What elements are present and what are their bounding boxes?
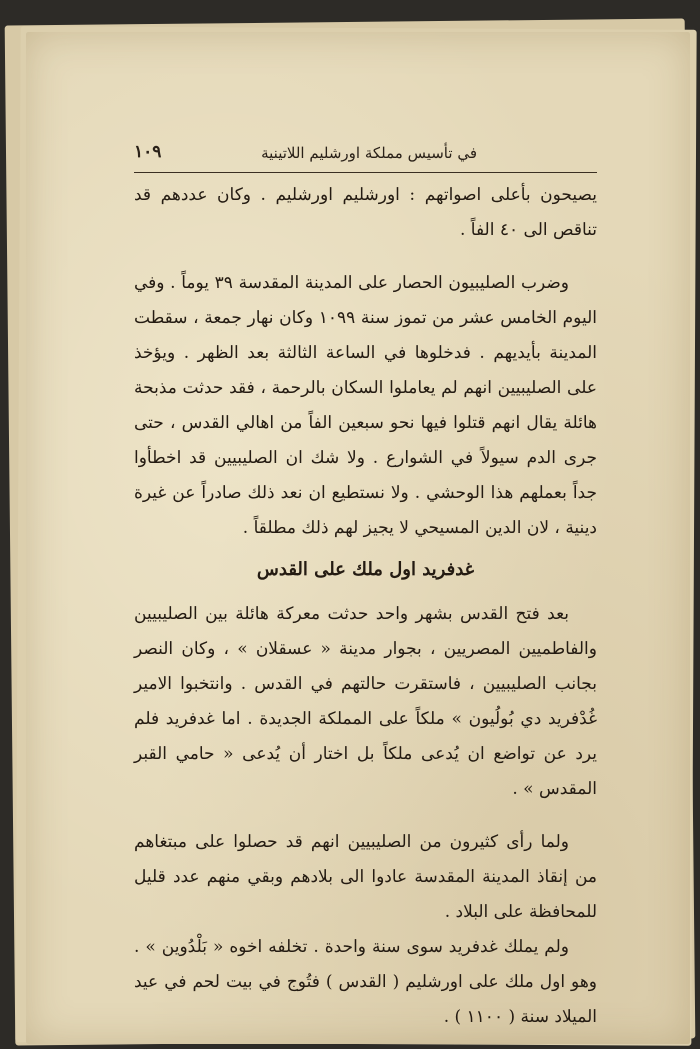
paragraph-5: ولم يملك غدفريد سوى سنة واحدة . تخلفه اخوه « بَلْدُوين » . وهو اول ملك على اورشليم ( القدس ) فتُوج في بيت لحم في عيد الميلاد سنة ( ١١٠٠ ) .	[134, 937, 597, 1027]
paragraph-4: ولما رأى كثيرون من الصليبيين انهم قد حصلوا على مبتغاهم من إنقاذ المدينة المقدسة عادوا الى بلادهم وبقي منهم عدد قليل للمحافظة على البلاد .	[134, 832, 597, 922]
running-title: في تأسيس مملكة اورشليم اللاتينية	[261, 144, 477, 162]
page-number: ١٠٩	[134, 142, 162, 162]
paragraph-1: يصيحون بأعلى اصواتهم : اورشليم اورشليم . وكان عددهم قد تناقص الى ٤٠ الفاً .	[134, 185, 597, 240]
paragraph-3: بعد فتح القدس بشهر واحد حدثت معركة هائلة بين الصليبيين والفاطميين المصريين ، بجوار مدينة « عسقلان » ، وكان النصر بجانب الصليبيين ، فاستقرت حالتهم في القدس . وانتخبوا الامير غُدْفريد دي بُولُيون » ملكاً على المملكة الجديدة . اما غدفريد فلم يرد عن تواضع ان يُدعى ملكاً بل اختار أن يُدعى « حامي القبر المقدس » .	[134, 604, 597, 799]
header-rule	[134, 172, 597, 173]
paragraph-gap	[134, 807, 597, 825]
page-header	[134, 142, 597, 172]
page-body	[134, 178, 597, 1035]
paragraph-2: وضرب الصليبيون الحصار على المدينة المقدسة ٣٩ يوماً . وفي اليوم الخامس عشر من تموز سنة ١٠٩٩ وكان نهار جمعة ، سقطت المدينة بأيديهم . فدخلوها في الساعة الثالثة بعد الظهر . ويؤخذ على الصليبيين انهم لم يعاملوا السكان بالرحمة ، فقد حدثت مذبحة هائلة يقال انهم قتلوا فيها نحو سبعين الفاً من اهالي القدس ، حتى جرى الدم سيولاً في الشوارع . ولا شك ان الصليبيين قد اخطأوا جداً بعملهم هذا الوحشي . ولا نستطيع ان نعد ذلك صادراً عن غيرة دينية ، لان الدين المسيحي لا يجيز لهم ذلك مطلقاً .	[134, 273, 597, 538]
paragraph-gap	[134, 248, 597, 266]
section-heading: غدفريد اول ملك على القدس	[256, 559, 475, 580]
